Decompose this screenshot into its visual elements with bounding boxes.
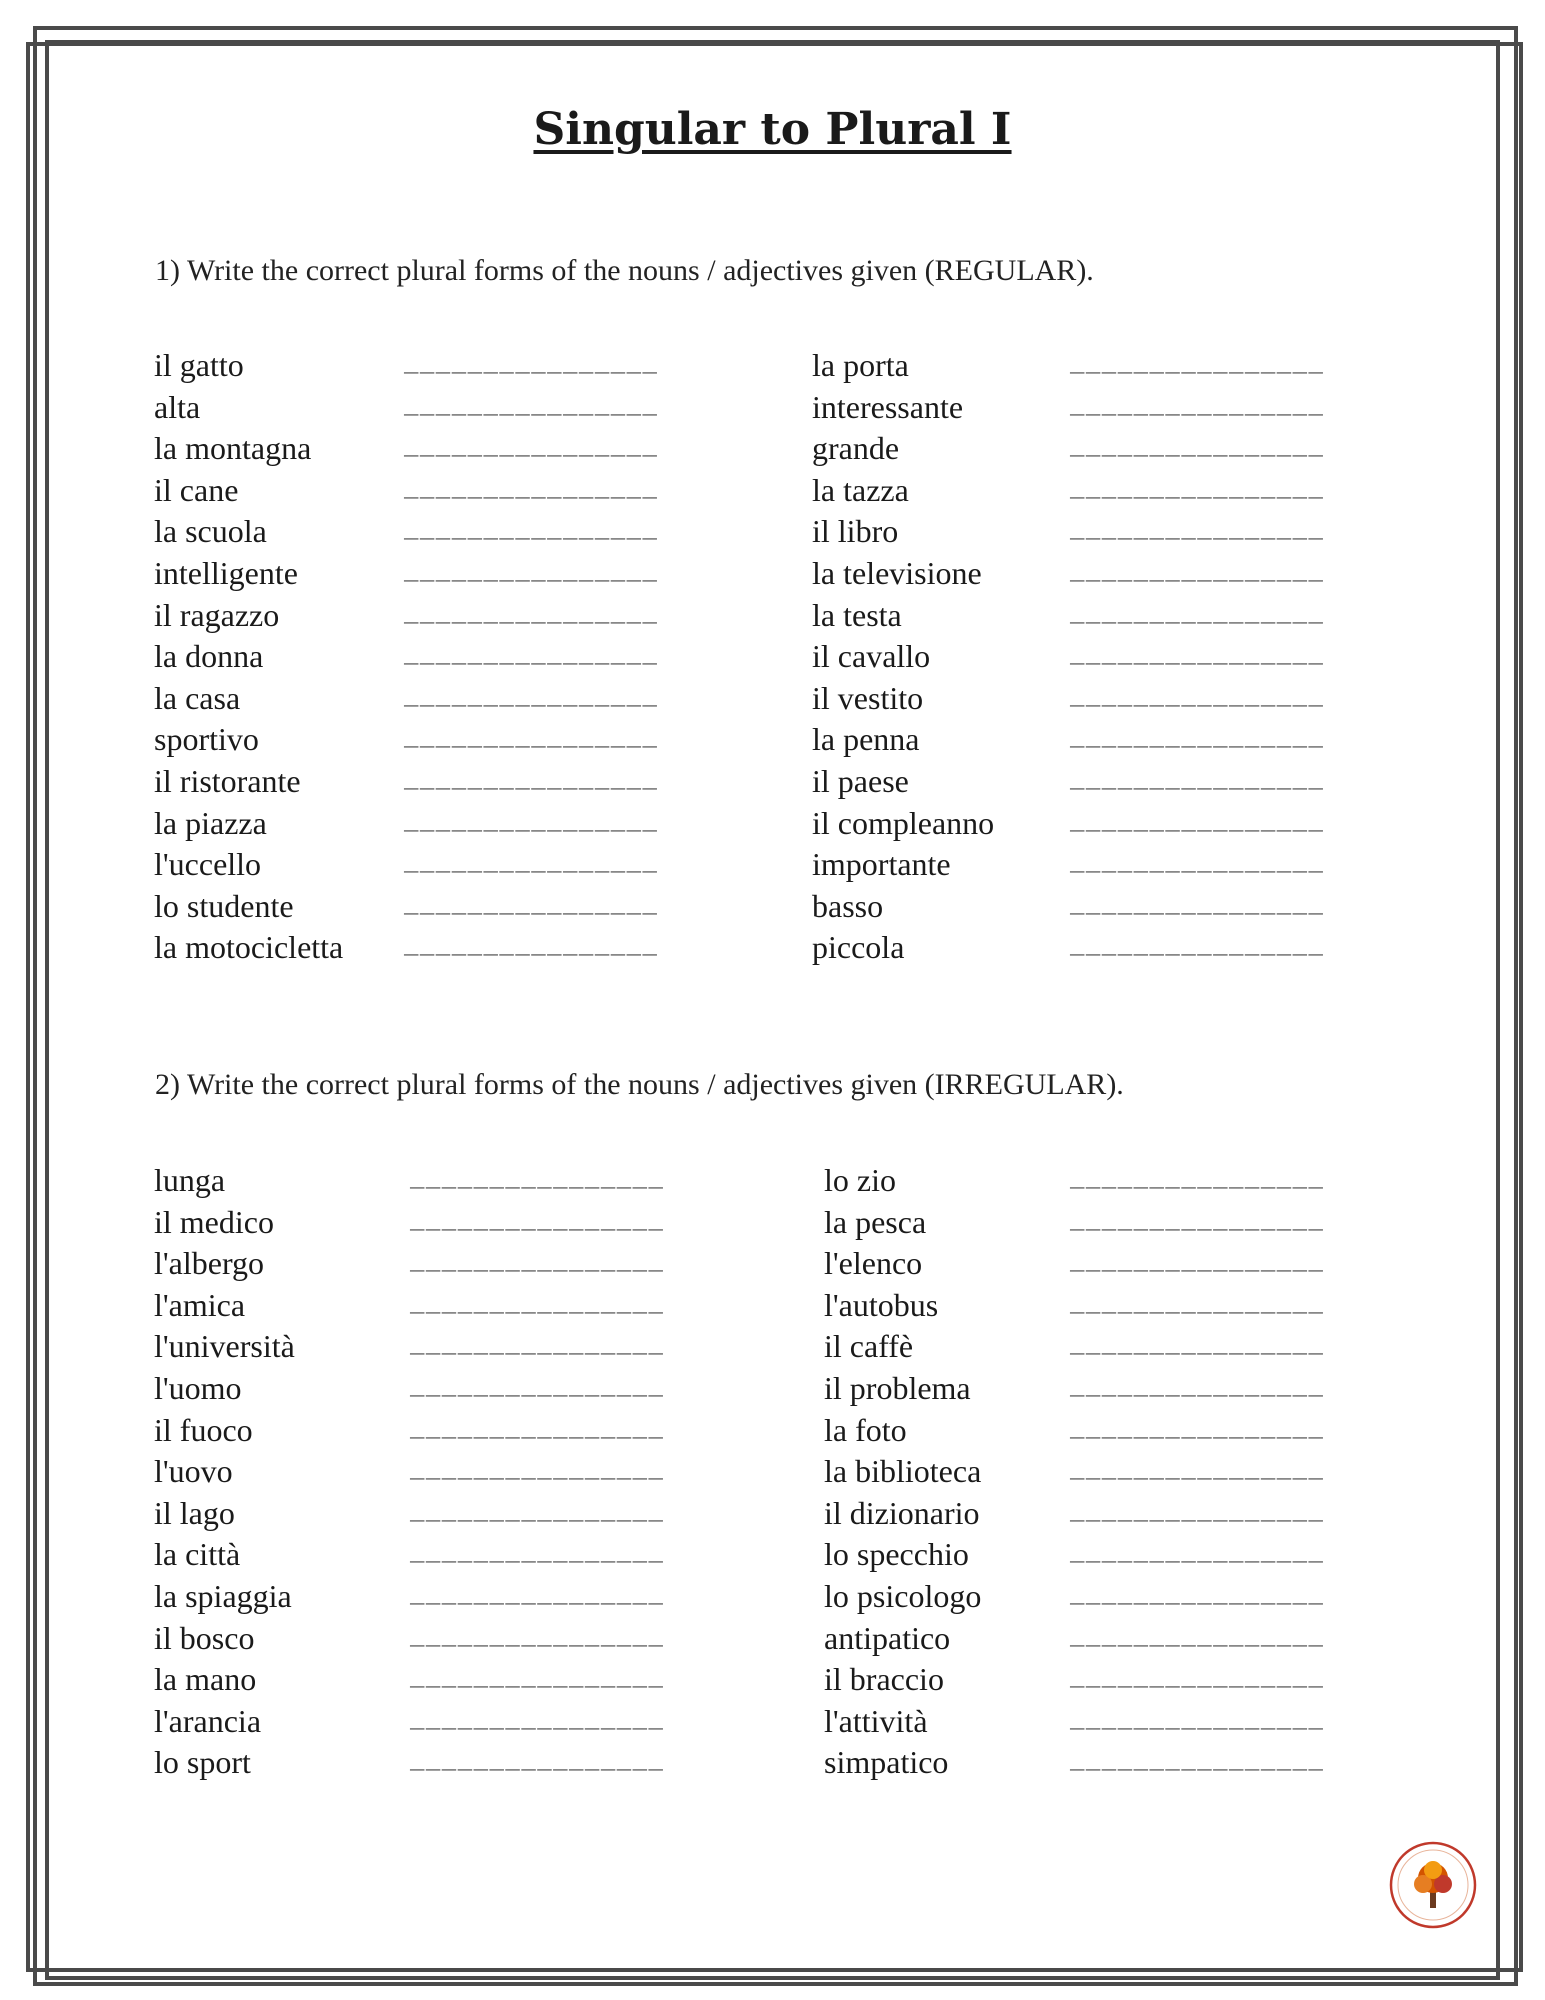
singular-word: la scuola	[154, 513, 267, 550]
section-2-left-column	[154, 1160, 724, 1784]
section-1-left-column	[154, 345, 714, 969]
exercise-row	[812, 345, 1372, 387]
answer-blank[interactable]: ________________	[1070, 726, 1325, 754]
singular-word: il compleanno	[812, 804, 995, 841]
answer-blank[interactable]: ________________	[410, 1208, 665, 1236]
answer-blank[interactable]: ________________	[404, 393, 659, 421]
singular-word: alta	[154, 388, 201, 425]
exercise-row	[824, 1534, 1374, 1576]
exercise-row	[154, 1326, 724, 1368]
answer-blank[interactable]: ________________	[404, 643, 659, 671]
singular-word: il ristorante	[154, 762, 301, 799]
singular-word: la montagna	[154, 430, 312, 467]
singular-word: lunga	[154, 1162, 226, 1198]
singular-word: la pesca	[824, 1203, 927, 1240]
singular-word: simpatico	[824, 1744, 949, 1781]
exercise-row	[154, 470, 714, 512]
singular-word: lo sport	[154, 1744, 251, 1781]
answer-blank[interactable]: ________________	[1070, 601, 1325, 629]
exercise-row	[824, 1451, 1374, 1493]
exercise-row	[824, 1742, 1374, 1784]
exercise-row	[812, 886, 1372, 928]
singular-word: il ragazzo	[154, 596, 280, 633]
exercise-row	[812, 511, 1372, 553]
answer-blank[interactable]: ________________	[1070, 1666, 1325, 1694]
singular-word: la penna	[812, 721, 920, 758]
answer-blank[interactable]: ________________	[410, 1291, 665, 1319]
exercise-row	[812, 387, 1372, 429]
singular-word: la spiaggia	[154, 1577, 292, 1614]
exercise-row	[154, 636, 714, 678]
answer-blank[interactable]: ________________	[404, 518, 659, 546]
singular-word: lo psicologo	[824, 1577, 982, 1614]
answer-blank[interactable]: ________________	[1070, 1333, 1325, 1361]
singular-word: piccola	[812, 929, 905, 966]
singular-word: il caffè	[824, 1328, 914, 1365]
exercise-row	[812, 803, 1372, 845]
exercise-row	[154, 1576, 724, 1618]
exercise-row	[812, 553, 1372, 595]
exercise-row	[154, 595, 714, 637]
answer-blank[interactable]: ________________	[1070, 352, 1325, 379]
exercise-row	[812, 761, 1372, 803]
answer-blank[interactable]: ________________	[404, 559, 659, 587]
singular-word: la donna	[154, 638, 264, 675]
answer-blank[interactable]: ________________	[1070, 1582, 1325, 1610]
singular-word: basso	[812, 887, 884, 924]
singular-word: il braccio	[824, 1661, 944, 1698]
exercise-row	[154, 1742, 724, 1784]
section-1-right-column	[812, 345, 1372, 969]
answer-blank[interactable]: ________________	[1070, 393, 1325, 421]
exercise-row	[154, 511, 714, 553]
singular-word: il gatto	[154, 347, 244, 383]
answer-blank[interactable]: ________________	[1070, 1374, 1325, 1402]
exercise-row	[154, 345, 714, 387]
answer-blank[interactable]: ________________	[410, 1250, 665, 1278]
singular-word: l'uccello	[154, 846, 262, 883]
answer-blank[interactable]: ________________	[404, 851, 659, 879]
singular-word: la motocicletta	[154, 929, 344, 966]
answer-blank[interactable]: ________________	[410, 1167, 665, 1194]
exercise-row	[812, 844, 1372, 886]
answer-blank[interactable]: ________________	[410, 1541, 665, 1569]
singular-word: l'elenco	[824, 1245, 923, 1282]
answer-blank[interactable]: ________________	[1070, 643, 1325, 671]
exercise-row	[154, 678, 714, 720]
singular-word: la città	[154, 1536, 241, 1573]
exercise-row	[824, 1160, 1374, 1202]
answer-blank[interactable]: ________________	[410, 1582, 665, 1610]
singular-word: il cane	[154, 471, 239, 508]
singular-word: il bosco	[154, 1619, 255, 1656]
exercise-row	[154, 1243, 724, 1285]
page-title: Singular to Plural I	[533, 104, 1012, 155]
exercise-row	[812, 428, 1372, 470]
answer-blank[interactable]: ________________	[1070, 1458, 1325, 1486]
singular-word: il fuoco	[154, 1411, 253, 1448]
singular-word: la biblioteca	[824, 1453, 982, 1490]
answer-blank[interactable]: ________________	[1070, 518, 1325, 546]
singular-word: antipatico	[824, 1619, 951, 1656]
answer-blank[interactable]: ________________	[410, 1333, 665, 1361]
answer-blank[interactable]: ________________	[404, 726, 659, 754]
answer-blank[interactable]: ________________	[1070, 1541, 1325, 1569]
singular-word: l'arancia	[154, 1702, 262, 1739]
singular-word: importante	[812, 846, 951, 883]
exercise-row	[824, 1326, 1374, 1368]
exercise-row	[154, 844, 714, 886]
exercise-row	[812, 595, 1372, 637]
answer-blank[interactable]: ________________	[1070, 435, 1325, 463]
singular-word: la foto	[824, 1411, 907, 1448]
answer-blank[interactable]: ________________	[1070, 1416, 1325, 1444]
exercise-row	[154, 761, 714, 803]
singular-word: il vestito	[812, 679, 924, 716]
exercise-row	[154, 428, 714, 470]
exercise-row	[824, 1659, 1374, 1701]
answer-blank[interactable]: ________________	[404, 767, 659, 795]
answer-blank[interactable]: ________________	[1070, 934, 1325, 962]
answer-blank[interactable]: ________________	[1070, 1707, 1325, 1735]
singular-word: interessante	[812, 388, 964, 425]
exercise-row	[824, 1202, 1374, 1244]
answer-blank[interactable]: ________________	[410, 1666, 665, 1694]
singular-word: l'albergo	[154, 1245, 265, 1282]
answer-blank[interactable]: ________________	[1070, 1749, 1325, 1777]
singular-word: la televisione	[812, 554, 982, 591]
answer-blank[interactable]: ________________	[404, 684, 659, 712]
maple-tree-logo	[1388, 1840, 1478, 1930]
answer-blank[interactable]: ________________	[404, 435, 659, 463]
singular-word: la porta	[812, 347, 909, 383]
answer-blank[interactable]: ________________	[1070, 851, 1325, 879]
exercise-row	[154, 1285, 724, 1327]
answer-blank[interactable]: ________________	[1070, 767, 1325, 795]
singular-word: l'attività	[824, 1702, 928, 1739]
answer-blank[interactable]: ________________	[1070, 1624, 1325, 1652]
answer-blank[interactable]: ________________	[1070, 1208, 1325, 1236]
answer-blank[interactable]: ________________	[1070, 1250, 1325, 1278]
answer-blank[interactable]: ________________	[404, 934, 659, 962]
answer-blank[interactable]: ________________	[1070, 1167, 1325, 1194]
answer-blank[interactable]: ________________	[404, 809, 659, 837]
exercise-row	[154, 803, 714, 845]
exercise-row	[824, 1410, 1374, 1452]
answer-blank[interactable]: ________________	[404, 892, 659, 920]
exercise-row	[812, 927, 1372, 969]
answer-blank[interactable]: ________________	[410, 1374, 665, 1402]
exercise-row	[154, 1368, 724, 1410]
answer-blank[interactable]: ________________	[410, 1416, 665, 1444]
singular-word: intelligente	[154, 554, 298, 591]
answer-blank[interactable]: ________________	[410, 1624, 665, 1652]
singular-word: lo specchio	[824, 1536, 969, 1573]
singular-word: la testa	[812, 596, 902, 633]
exercise-row	[154, 1493, 724, 1535]
answer-blank[interactable]: ________________	[404, 601, 659, 629]
exercise-row	[812, 470, 1372, 512]
exercise-row	[824, 1576, 1374, 1618]
singular-word: il problema	[824, 1369, 971, 1406]
singular-word: la tazza	[812, 471, 909, 508]
singular-word: il libro	[812, 513, 899, 550]
exercise-row	[154, 886, 714, 928]
exercise-row	[154, 1534, 724, 1576]
exercise-row	[812, 636, 1372, 678]
exercise-row	[824, 1618, 1374, 1660]
exercise-row	[812, 678, 1372, 720]
singular-word: grande	[812, 430, 900, 467]
exercise-row	[154, 553, 714, 595]
singular-word: l'università	[154, 1328, 295, 1365]
exercise-row	[154, 1160, 724, 1202]
exercise-row	[154, 1618, 724, 1660]
exercise-row	[154, 1451, 724, 1493]
singular-word: l'uovo	[154, 1453, 233, 1490]
singular-word: la mano	[154, 1661, 257, 1698]
singular-word: l'autobus	[824, 1286, 939, 1323]
section-2-right-column	[824, 1160, 1374, 1784]
exercise-row	[824, 1368, 1374, 1410]
answer-blank[interactable]: ________________	[1070, 809, 1325, 837]
answer-blank[interactable]: ________________	[1070, 1291, 1325, 1319]
exercise-row	[824, 1701, 1374, 1743]
exercise-row	[154, 719, 714, 761]
singular-word: sportivo	[154, 721, 259, 758]
singular-word: lo zio	[824, 1162, 896, 1198]
singular-word: il paese	[812, 762, 909, 799]
singular-word: il medico	[154, 1203, 274, 1240]
exercise-row	[154, 1410, 724, 1452]
exercise-row	[154, 1701, 724, 1743]
answer-blank[interactable]: ________________	[410, 1499, 665, 1527]
singular-word: il dizionario	[824, 1494, 980, 1531]
answer-blank[interactable]: ________________	[410, 1749, 665, 1777]
singular-word: l'uomo	[154, 1369, 242, 1406]
singular-word: il cavallo	[812, 638, 931, 675]
answer-blank[interactable]: ________________	[1070, 559, 1325, 587]
answer-blank[interactable]: ________________	[404, 352, 659, 379]
answer-blank[interactable]: ________________	[410, 1707, 665, 1735]
section-2-instruction: 2) Write the correct plural forms of the nouns / adjectives given (IRREGULAR).	[155, 1068, 1124, 1101]
section-1-instruction: 1) Write the correct plural forms of the nouns / adjectives given (REGULAR).	[155, 254, 1094, 287]
singular-word: il lago	[154, 1494, 235, 1531]
exercise-row	[154, 1659, 724, 1701]
answer-blank[interactable]: ________________	[410, 1458, 665, 1486]
exercise-row	[824, 1493, 1374, 1535]
exercise-row	[824, 1285, 1374, 1327]
singular-word: lo studente	[154, 887, 294, 924]
exercise-row	[812, 719, 1372, 761]
answer-blank[interactable]: ________________	[1070, 1499, 1325, 1527]
answer-blank[interactable]: ________________	[1070, 684, 1325, 712]
singular-word: la casa	[154, 679, 241, 716]
answer-blank[interactable]: ________________	[1070, 892, 1325, 920]
answer-blank[interactable]: ________________	[404, 476, 659, 504]
exercise-row	[154, 927, 714, 969]
exercise-row	[154, 387, 714, 429]
singular-word: la piazza	[154, 804, 267, 841]
exercise-row	[824, 1243, 1374, 1285]
answer-blank[interactable]: ________________	[1070, 476, 1325, 504]
exercise-row	[154, 1202, 724, 1244]
singular-word: l'amica	[154, 1286, 246, 1323]
